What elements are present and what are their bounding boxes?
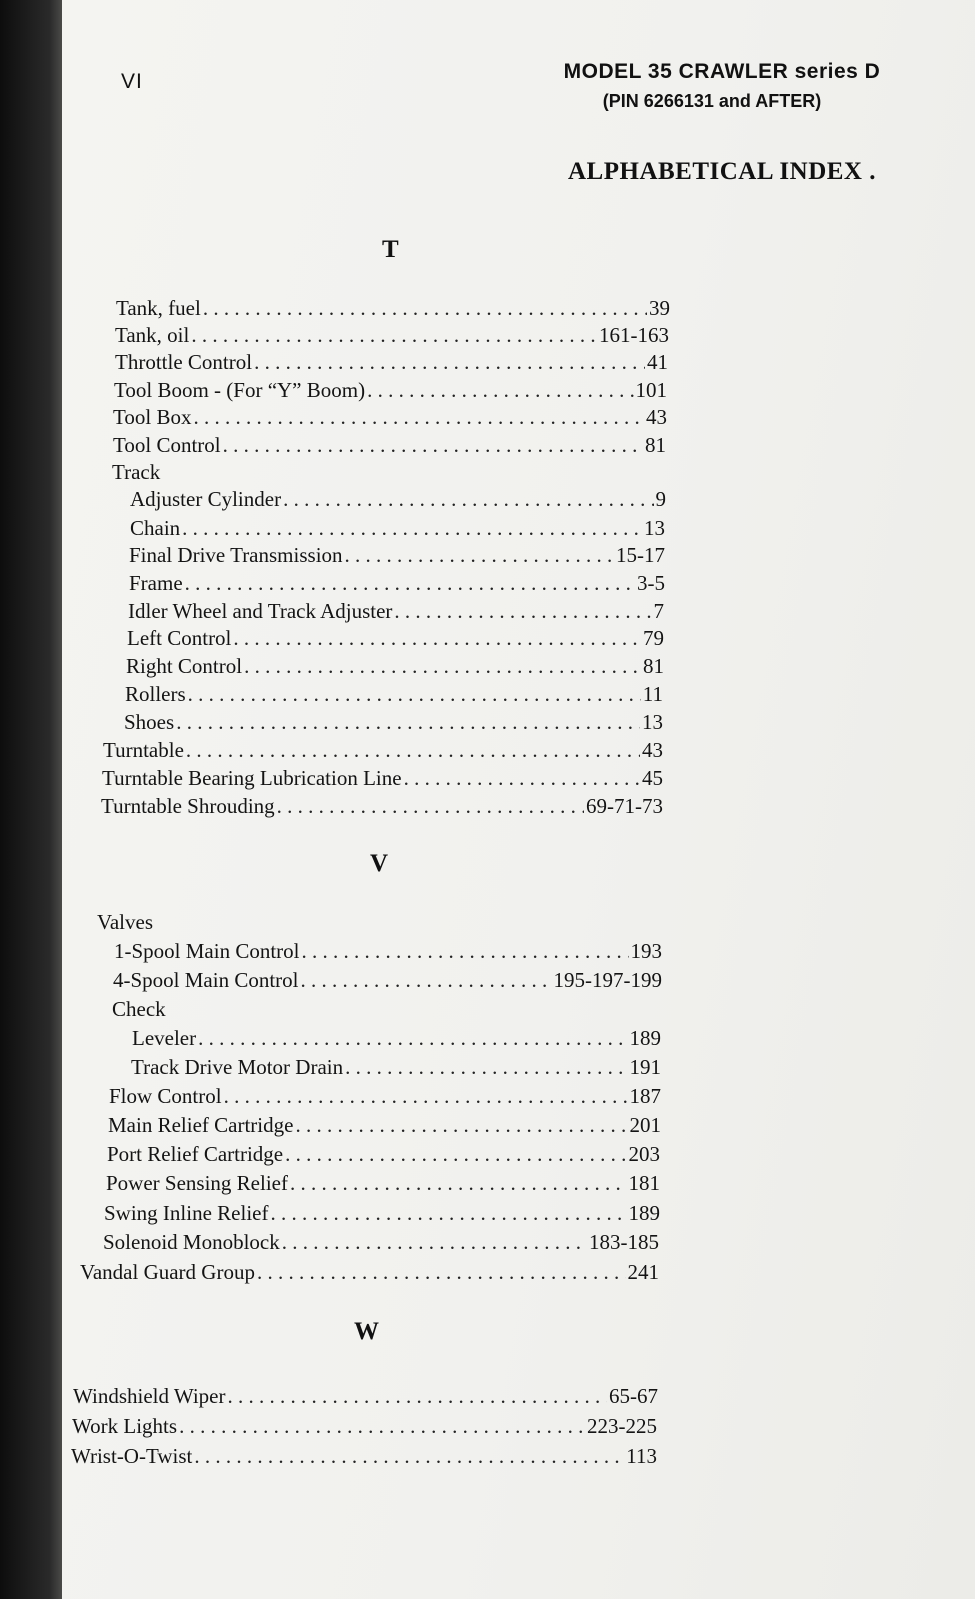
entry-page: 43 <box>642 738 663 762</box>
entry-label: Turntable <box>103 738 184 762</box>
entry-page: 223-225 <box>587 1414 657 1438</box>
index-entry <box>129 541 665 569</box>
entry-page: 195-197-199 <box>553 968 662 992</box>
index-entry <box>80 1258 659 1286</box>
leader-dots <box>404 764 640 792</box>
leader-dots <box>233 624 641 652</box>
entry-page: 201 <box>629 1113 661 1137</box>
leader-dots <box>244 652 641 680</box>
entry-page: 15-17 <box>616 543 665 567</box>
entry-page: 11 <box>642 682 663 706</box>
leader-dots <box>277 792 584 820</box>
entry-label: Turntable Shrouding <box>101 794 275 818</box>
index-entry <box>131 1053 661 1081</box>
leader-dots <box>188 680 641 708</box>
leader-dots <box>295 1111 627 1139</box>
entry-label: Track Drive Motor Drain <box>131 1055 344 1079</box>
index-entry <box>106 1169 660 1197</box>
entry-label: Tank, oil <box>115 323 190 347</box>
entry-label: Shoes <box>124 710 175 734</box>
entry-label: Chain <box>130 516 181 540</box>
index-entry <box>125 680 663 708</box>
leader-dots <box>193 403 644 431</box>
entry-page: 203 <box>628 1142 660 1166</box>
leader-dots <box>179 1412 585 1440</box>
entry-label: Work Lights <box>72 1414 178 1438</box>
index-entry <box>113 403 667 431</box>
index-subheading-check: Check <box>112 997 166 1021</box>
leader-dots <box>345 541 614 569</box>
model-title: MODEL 35 CRAWLER series D <box>563 60 881 83</box>
index-entry <box>114 376 667 404</box>
entry-label: Left Control <box>127 626 232 650</box>
entry-label: Final Drive Transmission <box>129 543 343 567</box>
index-entry <box>126 652 664 680</box>
index-entry <box>124 708 663 736</box>
entry-label: Right Control <box>126 654 243 678</box>
leader-dots <box>194 1442 624 1470</box>
entry-page: 13 <box>644 516 665 540</box>
index-entry <box>104 1199 660 1227</box>
leader-dots <box>270 1199 626 1227</box>
index-entry <box>108 1111 661 1139</box>
index-title: ALPHABETICAL INDEX . <box>568 158 876 185</box>
pin-subtitle: (PIN 6266131 and AFTER) <box>602 91 822 111</box>
leader-dots <box>185 569 635 597</box>
entry-page: 181 <box>628 1171 660 1195</box>
entry-label: Solenoid Monoblock <box>103 1230 280 1254</box>
leader-dots <box>254 348 645 376</box>
entry-label: Rollers <box>125 682 186 706</box>
index-entry <box>130 514 665 542</box>
index-entry <box>130 485 666 513</box>
entry-label: Main Relief Cartridge <box>108 1113 294 1137</box>
index-entry <box>107 1140 660 1168</box>
leader-dots <box>223 431 643 459</box>
entry-page: 241 <box>627 1260 659 1284</box>
section-letter-t: T <box>382 236 399 263</box>
leader-dots <box>203 294 647 322</box>
index-entry <box>116 294 670 322</box>
entry-page: 183-185 <box>589 1230 659 1254</box>
entry-label: Windshield Wiper <box>73 1384 226 1408</box>
leader-dots <box>176 708 640 736</box>
entry-page: 9 <box>655 487 666 511</box>
entry-page: 113 <box>626 1444 657 1468</box>
entry-page: 39 <box>649 296 670 320</box>
entry-label: Leveler <box>132 1026 197 1050</box>
entry-label: Turntable Bearing Lubrication Line <box>102 766 402 790</box>
leader-dots <box>191 321 597 349</box>
entry-page: 45 <box>642 766 663 790</box>
dark-background-edge <box>0 0 62 1599</box>
leader-dots <box>282 1228 587 1256</box>
leader-dots <box>367 376 633 404</box>
leader-dots <box>302 937 629 965</box>
index-entry <box>128 597 664 625</box>
index-entry <box>127 624 664 652</box>
entry-page: 187 <box>629 1084 661 1108</box>
leader-dots <box>257 1258 626 1286</box>
entry-label: 1-Spool Main Control <box>114 939 300 963</box>
index-entry <box>72 1412 657 1440</box>
index-entry <box>109 1082 661 1110</box>
entry-page: 3-5 <box>637 571 665 595</box>
entry-page: 69-71-73 <box>586 794 663 818</box>
entry-page: 81 <box>643 654 664 678</box>
leader-dots <box>182 514 642 542</box>
index-entry <box>113 431 666 459</box>
entry-label: 4-Spool Main Control <box>113 968 299 992</box>
leader-dots <box>301 966 552 994</box>
index-entry <box>115 321 669 349</box>
entry-label: Tool Control <box>113 433 221 457</box>
entry-page: 81 <box>645 433 666 457</box>
leader-dots <box>224 1082 628 1110</box>
leader-dots <box>290 1169 627 1197</box>
leader-dots <box>198 1024 627 1052</box>
entry-page: 13 <box>642 710 663 734</box>
entry-page: 43 <box>646 405 667 429</box>
leader-dots <box>227 1382 607 1410</box>
entry-page: 65-67 <box>609 1384 658 1408</box>
entry-label: Power Sensing Relief <box>106 1171 288 1195</box>
entry-label: Adjuster Cylinder <box>130 487 282 511</box>
index-entry <box>71 1442 657 1470</box>
index-entry <box>103 1228 659 1256</box>
entry-label: Frame <box>129 571 183 595</box>
index-entry <box>132 1024 661 1052</box>
entry-label: Flow Control <box>109 1084 222 1108</box>
index-entry <box>102 764 663 792</box>
entry-label: Tool Box <box>113 405 192 429</box>
section-letter-v: V <box>370 850 389 877</box>
leader-dots <box>394 597 651 625</box>
entry-page: 189 <box>628 1201 660 1225</box>
entry-label: Tank, fuel <box>116 296 201 320</box>
entry-page: 191 <box>629 1055 661 1079</box>
entry-page: 161-163 <box>599 323 669 347</box>
entry-label: Swing Inline Relief <box>104 1201 269 1225</box>
index-page <box>62 0 975 1599</box>
entry-page: 7 <box>653 599 664 623</box>
index-entry <box>101 792 663 820</box>
index-subheading-valves: Valves <box>97 910 153 934</box>
entry-label: Throttle Control <box>115 350 253 374</box>
page-number: VI <box>121 70 143 93</box>
index-entry <box>115 348 668 376</box>
entry-label: Tool Boom - (For “Y” Boom) <box>114 378 366 402</box>
index-entry <box>113 966 662 994</box>
entry-page: 79 <box>643 626 664 650</box>
leader-dots <box>283 485 653 513</box>
leader-dots <box>285 1140 626 1168</box>
index-entry <box>73 1382 658 1410</box>
leader-dots <box>345 1053 627 1081</box>
entry-page: 193 <box>630 939 662 963</box>
entry-label: Wrist-O-Twist <box>71 1444 193 1468</box>
entry-label: Vandal Guard Group <box>80 1260 255 1284</box>
entry-page: 101 <box>635 378 667 402</box>
index-entry <box>114 937 662 965</box>
entry-page: 41 <box>647 350 668 374</box>
index-entry <box>103 736 663 764</box>
index-subheading-track: Track <box>112 460 161 484</box>
leader-dots <box>186 736 640 764</box>
entry-label: Idler Wheel and Track Adjuster <box>128 599 393 623</box>
entry-page: 189 <box>629 1026 661 1050</box>
index-entry <box>129 569 665 597</box>
section-letter-w: W <box>354 1318 379 1345</box>
entry-label: Port Relief Cartridge <box>107 1142 284 1166</box>
